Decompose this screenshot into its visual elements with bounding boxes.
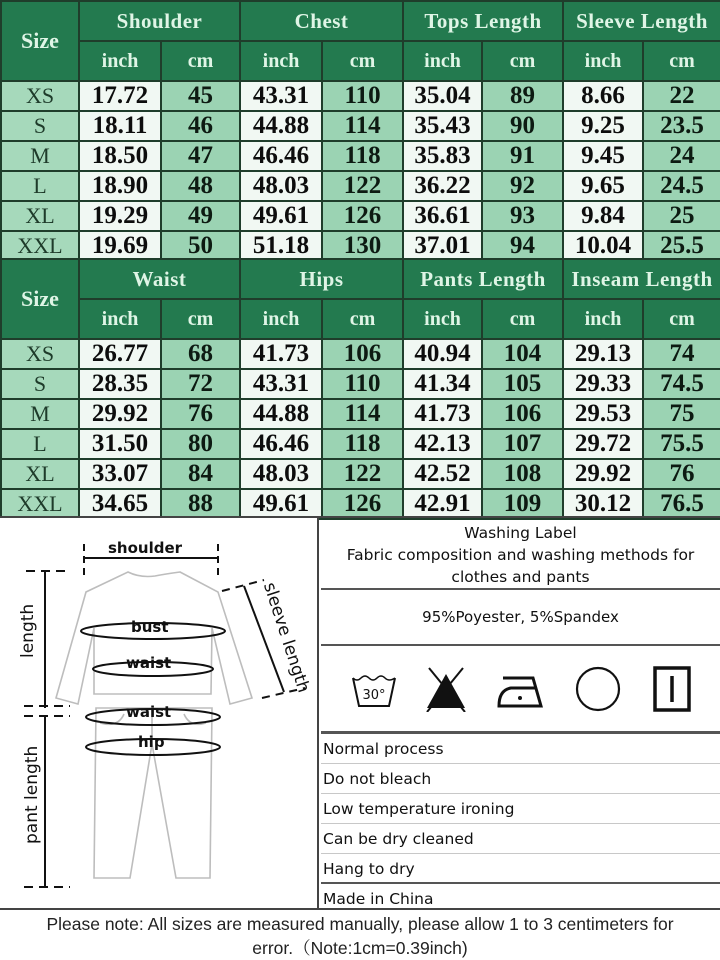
unit-header: cm	[161, 299, 240, 339]
inch-value-cell: 30.12	[563, 489, 643, 519]
cm-value-cell: 23.5	[643, 111, 720, 141]
inch-value-cell: 42.91	[403, 489, 482, 519]
inch-value-cell: 36.61	[403, 201, 482, 231]
size-cell: XS	[1, 81, 79, 111]
cm-value-cell: 80	[161, 429, 240, 459]
size-cell: XS	[1, 339, 79, 369]
cm-value-cell: 76	[161, 399, 240, 429]
tops-size-table	[0, 0, 720, 262]
cm-value-cell: 74.5	[643, 369, 720, 399]
cm-value-cell: 45	[161, 81, 240, 111]
inch-value-cell: 28.35	[79, 369, 161, 399]
instruction-low-temp-ironing: Low temperature ironing	[321, 794, 720, 824]
table-row	[1, 369, 720, 399]
unit-header: inch	[79, 299, 161, 339]
cm-value-cell: 68	[161, 339, 240, 369]
inch-value-cell: 35.04	[403, 81, 482, 111]
unit-header: inch	[403, 41, 482, 81]
cm-value-cell: 25.5	[643, 231, 720, 261]
svg-text:30°: 30°	[362, 688, 386, 703]
dry-clean-icon	[573, 666, 623, 712]
cm-value-cell: 91	[482, 141, 563, 171]
instruction-normal-process: Normal process	[321, 734, 720, 764]
inch-value-cell: 33.07	[79, 459, 161, 489]
pants-table-body	[1, 339, 720, 519]
inch-value-cell: 9.45	[563, 141, 643, 171]
inch-value-cell: 29.92	[79, 399, 161, 429]
sleeve-length-label: sleeve length	[258, 580, 314, 696]
unit-header: cm	[322, 41, 403, 81]
unit-header: cm	[482, 299, 563, 339]
cm-value-cell: 93	[482, 201, 563, 231]
unit-header: cm	[643, 299, 720, 339]
group-header-waist: Waist	[79, 259, 240, 299]
cm-value-cell: 104	[482, 339, 563, 369]
cm-value-cell: 76.5	[643, 489, 720, 519]
size-cell: S	[1, 111, 79, 141]
inch-value-cell: 29.92	[563, 459, 643, 489]
cm-value-cell: 130	[322, 231, 403, 261]
measurement-note	[0, 908, 720, 960]
made-in-label: Made in China	[323, 890, 434, 908]
cm-value-cell: 114	[322, 111, 403, 141]
cm-value-cell: 76	[643, 459, 720, 489]
instruction-hang-dry: Hang to dry	[321, 854, 720, 884]
cm-value-cell: 84	[161, 459, 240, 489]
inch-value-cell: 19.29	[79, 201, 161, 231]
tops-table-body	[1, 81, 720, 261]
tops-unit-header-row	[1, 41, 720, 81]
cm-value-cell: 75	[643, 399, 720, 429]
inch-value-cell: 9.65	[563, 171, 643, 201]
table-row	[1, 171, 720, 201]
instruction-do-not-bleach: Do not bleach	[321, 764, 720, 794]
washing-label-header	[321, 518, 720, 590]
table-row	[1, 141, 720, 171]
cm-value-cell: 94	[482, 231, 563, 261]
cm-value-cell: 107	[482, 429, 563, 459]
cm-value-cell: 47	[161, 141, 240, 171]
table-row	[1, 339, 720, 369]
cm-value-cell: 110	[322, 81, 403, 111]
cm-value-cell: 126	[322, 201, 403, 231]
group-header-shoulder: Shoulder	[79, 1, 240, 41]
inch-value-cell: 41.73	[240, 339, 322, 369]
inch-value-cell: 9.25	[563, 111, 643, 141]
pant-length-label: pant length	[22, 745, 42, 844]
size-cell: XL	[1, 201, 79, 231]
cm-value-cell: 48	[161, 171, 240, 201]
cm-value-cell: 88	[161, 489, 240, 519]
cm-value-cell: 74	[643, 339, 720, 369]
shoulder-label: shoulder	[108, 539, 183, 557]
cm-value-cell: 106	[482, 399, 563, 429]
unit-header: inch	[240, 41, 322, 81]
group-header-tops-length: Tops Length	[403, 1, 563, 41]
cm-value-cell: 22	[643, 81, 720, 111]
cm-value-cell: 24	[643, 141, 720, 171]
cm-value-cell: 90	[482, 111, 563, 141]
group-header-pants-length: Pants Length	[403, 259, 563, 299]
size-cell: M	[1, 399, 79, 429]
inch-value-cell: 42.52	[403, 459, 482, 489]
inch-value-cell: 46.46	[240, 141, 322, 171]
size-cell: XXL	[1, 231, 79, 261]
measurement-diagram	[0, 518, 319, 910]
inch-value-cell: 18.11	[79, 111, 161, 141]
size-cell: S	[1, 369, 79, 399]
unit-header: inch	[79, 41, 161, 81]
inch-value-cell: 36.22	[403, 171, 482, 201]
cm-value-cell: 122	[322, 459, 403, 489]
inch-value-cell: 26.77	[79, 339, 161, 369]
inch-value-cell: 46.46	[240, 429, 322, 459]
group-header-hips: Hips	[240, 259, 403, 299]
cm-value-cell: 49	[161, 201, 240, 231]
unit-header: cm	[482, 41, 563, 81]
size-cell: M	[1, 141, 79, 171]
inch-value-cell: 19.69	[79, 231, 161, 261]
hang-dry-icon	[647, 666, 697, 712]
hip-label: hip	[138, 733, 165, 751]
cm-value-cell: 46	[161, 111, 240, 141]
iron-low-icon	[495, 666, 545, 712]
inch-value-cell: 18.50	[79, 141, 161, 171]
group-header-inseam-length: Inseam Length	[563, 259, 720, 299]
inch-value-cell: 8.66	[563, 81, 643, 111]
pant-waist-label: waist	[126, 703, 172, 721]
top-waist-label: waist	[126, 654, 172, 672]
washing-label-title: Washing Label	[464, 524, 577, 542]
inch-value-cell: 9.84	[563, 201, 643, 231]
unit-header: inch	[563, 41, 643, 81]
size-header: Size	[1, 259, 79, 339]
table-row	[1, 489, 720, 519]
size-cell: L	[1, 429, 79, 459]
table-row	[1, 459, 720, 489]
unit-header: cm	[322, 299, 403, 339]
cm-value-cell: 118	[322, 429, 403, 459]
inch-value-cell: 31.50	[79, 429, 161, 459]
cm-value-cell: 24.5	[643, 171, 720, 201]
size-cell: L	[1, 171, 79, 201]
inch-value-cell: 37.01	[403, 231, 482, 261]
inch-value-cell: 44.88	[240, 399, 322, 429]
inch-value-cell: 43.31	[240, 369, 322, 399]
cm-value-cell: 122	[322, 171, 403, 201]
cm-value-cell: 118	[322, 141, 403, 171]
table-row	[1, 201, 720, 231]
unit-header: cm	[643, 41, 720, 81]
inch-value-cell: 49.61	[240, 489, 322, 519]
inch-value-cell: 29.13	[563, 339, 643, 369]
length-label: length	[18, 603, 38, 658]
table-row	[1, 399, 720, 429]
cm-value-cell: 110	[322, 369, 403, 399]
cm-value-cell: 108	[482, 459, 563, 489]
note-line-1: Please note: All sizes are measured manually, please allow 1 to 3 centimeters for	[46, 914, 674, 934]
inch-value-cell: 29.72	[563, 429, 643, 459]
pants-size-table	[0, 258, 720, 520]
inch-value-cell: 48.03	[240, 459, 322, 489]
cm-value-cell: 72	[161, 369, 240, 399]
note-line-2: error.（Note:1cm=0.39inch)	[252, 938, 468, 958]
washing-label-subtitle: Fabric composition and washing methods for clothes and pants	[346, 546, 695, 586]
cm-value-cell: 92	[482, 171, 563, 201]
group-header-sleeve-length: Sleeve Length	[563, 1, 720, 41]
cm-value-cell: 105	[482, 369, 563, 399]
inch-value-cell: 44.88	[240, 111, 322, 141]
unit-header: inch	[403, 299, 482, 339]
inch-value-cell: 40.94	[403, 339, 482, 369]
unit-header: inch	[240, 299, 322, 339]
fabric-composition: 95%Poyester, 5%Spandex	[321, 590, 720, 646]
unit-header: cm	[161, 41, 240, 81]
instruction-dry-clean: Can be dry cleaned	[321, 824, 720, 854]
inch-value-cell: 48.03	[240, 171, 322, 201]
inch-value-cell: 35.43	[403, 111, 482, 141]
inch-value-cell: 29.33	[563, 369, 643, 399]
inch-value-cell: 18.90	[79, 171, 161, 201]
inch-value-cell: 29.53	[563, 399, 643, 429]
size-header: Size	[1, 1, 79, 81]
no-bleach-icon	[421, 666, 471, 712]
inch-value-cell: 10.04	[563, 231, 643, 261]
table-row	[1, 111, 720, 141]
cm-value-cell: 126	[322, 489, 403, 519]
cm-value-cell: 114	[322, 399, 403, 429]
table-row	[1, 231, 720, 261]
washing-label-panel	[321, 518, 720, 910]
inch-value-cell: 41.34	[403, 369, 482, 399]
inch-value-cell: 43.31	[240, 81, 322, 111]
cm-value-cell: 106	[322, 339, 403, 369]
table-row	[1, 81, 720, 111]
size-cell: XL	[1, 459, 79, 489]
inch-value-cell: 35.83	[403, 141, 482, 171]
inch-value-cell: 42.13	[403, 429, 482, 459]
inch-value-cell: 49.61	[240, 201, 322, 231]
care-icons-row	[321, 646, 720, 734]
cm-value-cell: 89	[482, 81, 563, 111]
inch-value-cell: 17.72	[79, 81, 161, 111]
tops-group-header-row	[1, 1, 720, 41]
inch-value-cell: 41.73	[403, 399, 482, 429]
inch-value-cell: 51.18	[240, 231, 322, 261]
inch-value-cell: 34.65	[79, 489, 161, 519]
lower-section	[0, 516, 720, 908]
table-row	[1, 429, 720, 459]
cm-value-cell: 75.5	[643, 429, 720, 459]
group-header-chest: Chest	[240, 1, 403, 41]
cm-value-cell: 25	[643, 201, 720, 231]
bust-label: bust	[131, 618, 169, 636]
wash-30-icon	[349, 666, 399, 712]
pants-group-header-row	[1, 259, 720, 299]
cm-value-cell: 50	[161, 231, 240, 261]
pants-unit-header-row	[1, 299, 720, 339]
cm-value-cell: 109	[482, 489, 563, 519]
size-cell: XXL	[1, 489, 79, 519]
unit-header: inch	[563, 299, 643, 339]
